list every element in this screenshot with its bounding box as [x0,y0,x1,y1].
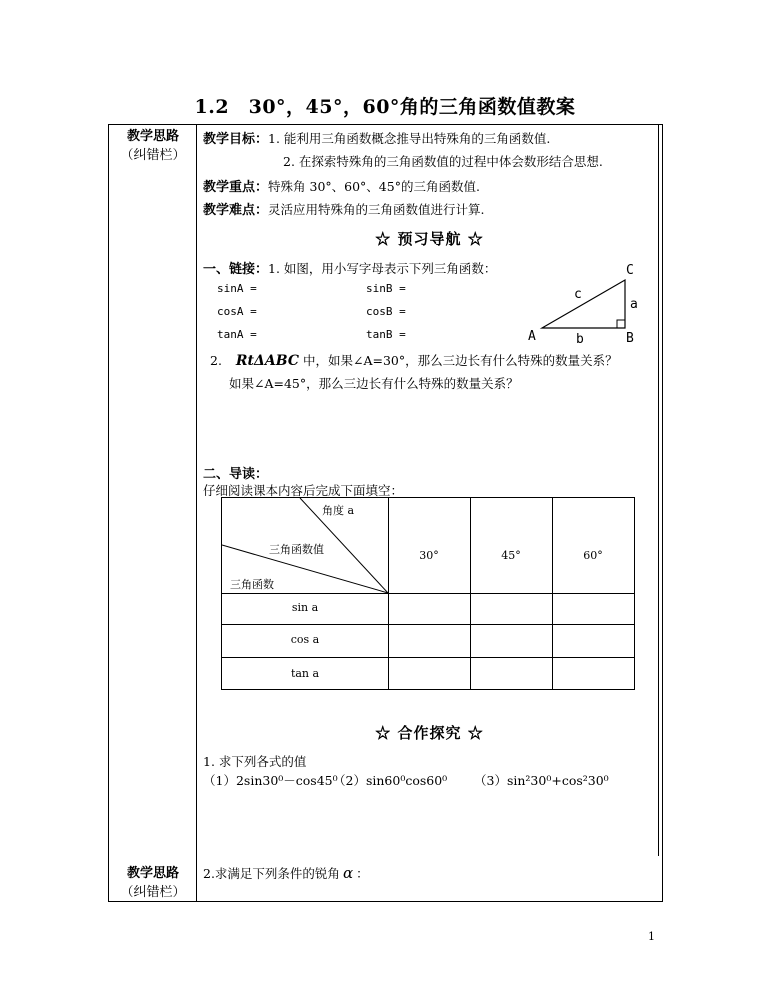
explore-q2-colon: ： [356,866,369,881]
preview-heading: ☆ 预习导航 ☆ [375,230,484,248]
question-2 [210,351,618,369]
link-label: 一、链接： [203,262,269,277]
q2-number: 2. [210,353,222,368]
header-angle: 角度 a [322,504,355,517]
explore-q2 [203,864,369,882]
row-cos: cos a [290,633,320,646]
col-60: 60° [583,549,603,562]
explore-q1-b: （2）sin60⁰cos60⁰ [333,773,448,788]
col-30: 30° [419,549,439,562]
q2-triangle: RtΔABC [235,353,299,369]
explore-q1-a: （1）2sin30⁰－cos45⁰ [203,773,338,788]
header-value: 三角函数值 [269,543,324,556]
alpha-symbol: α [342,864,354,882]
triangle-shape [542,280,625,328]
hard-label: 教学难点： [203,203,269,218]
link-line [203,258,496,277]
explore-heading: ☆ 合作探究 ☆ [375,724,484,742]
col-45: 45° [501,549,521,562]
guide-label: 二、导读： [203,467,269,482]
explore-q1: 1. 求下列各式的值 [203,754,307,769]
sidebar-label: 教学思路 [126,866,179,881]
vertex-A: A [528,329,536,344]
goal-1: 1. 能利用三角函数概念推导出特殊角的三角函数值. [268,131,551,146]
hard-line [203,199,485,218]
explore-q1-c: （3）sin²30⁰+cos²30⁰ [474,773,609,788]
vertex-B: B [626,331,634,346]
hard-text: 灵活应用特殊角的三角函数值进行计算. [268,202,485,217]
sidebar-top [110,127,196,165]
side-c: c [574,287,582,302]
page-number: 1 [648,930,655,943]
tanB: tanB = [366,328,406,341]
row-sin: sin a [291,601,319,614]
sinA: sinA = [217,282,257,295]
sidebar-label: 教学思路 [126,129,179,144]
guide-instruction: 仔细阅读课本内容后完成下面填空： [203,483,404,498]
vertex-C: C [626,263,634,278]
explore-q2-text: 2.求满足下列条件的锐角 [203,866,340,881]
sidebar-divider [196,124,197,902]
triangle-figure [520,258,650,348]
goal-2: 2. 在探索特殊角的三角函数值的过程中体会数形结合思想. [283,154,603,169]
key-text: 特殊角 30°、60°、45°的三角函数值. [268,179,480,194]
q2-text2: 如果∠A=45°，那么三边长有什么特殊的数量关系？ [229,376,519,391]
right-angle-mark [617,320,625,328]
row-tan: tan a [290,667,320,680]
q2-text: 中，如果∠A=30°，那么三边长有什么特殊的数量关系？ [302,353,618,368]
side-b: b [576,332,584,347]
key-line [203,176,480,195]
sinB: sinB = [366,282,406,295]
tanA: tanA = [217,328,257,341]
trig-table [221,497,635,690]
sidebar-bottom [110,864,196,902]
page-title: 1.2 30°，45°，60°角的三角函数值教案 [194,96,576,118]
cosB: cosB = [366,305,406,318]
key-label: 教学重点： [203,180,269,195]
sidebar-sublabel: （纠错栏） [120,885,186,900]
goal-label: 教学目标： [203,132,269,147]
goal-line [203,128,550,147]
header-func: 三角函数 [230,578,274,591]
cosA: cosA = [217,305,257,318]
sidebar-sublabel: （纠错栏） [120,148,186,163]
side-a: a [630,297,638,312]
link-text: 1. 如图，用小写字母表示下列三角函数： [268,261,497,276]
